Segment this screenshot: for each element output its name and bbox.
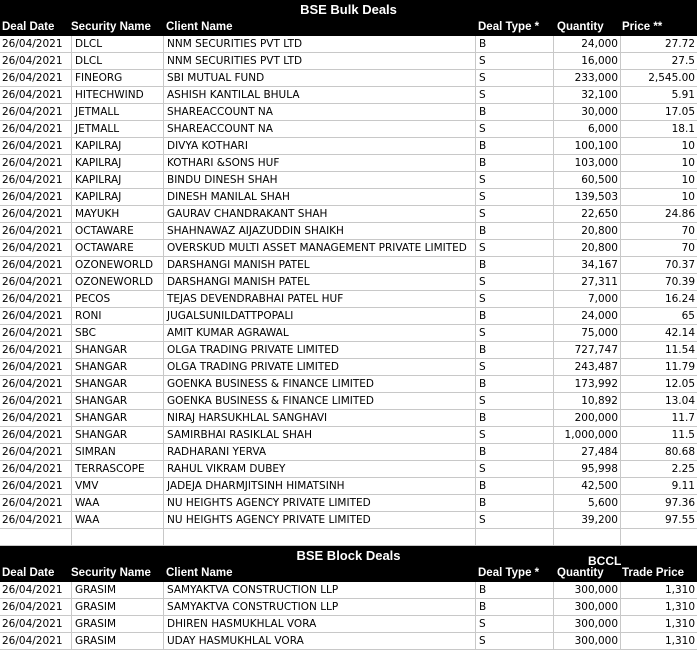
cell-security-name: OCTAWARE (71, 223, 167, 239)
cell-price: 11.7 (620, 410, 695, 426)
cell-quantity: 24,000 (553, 36, 618, 52)
cell-security-name: GRASIM (71, 633, 167, 649)
cell-quantity: 20,800 (553, 240, 618, 256)
cell-quantity: 24,000 (553, 308, 618, 324)
cell-deal-type: S (475, 616, 554, 632)
table-row (0, 257, 697, 274)
cell-deal-date: 26/04/2021 (2, 514, 63, 526)
table-row (0, 70, 697, 87)
cell-quantity: 20,800 (553, 223, 618, 239)
cell-price: 5.91 (620, 87, 695, 103)
cell-quantity: 7,000 (553, 291, 618, 307)
cell-deal-type: B (475, 582, 554, 598)
cell-quantity: 200,000 (553, 410, 618, 426)
cell-price: 16.24 (620, 291, 695, 307)
cell-deal-date: 26/04/2021 (2, 140, 63, 152)
cell-deal-date: 26/04/2021 (2, 123, 63, 135)
header-deal-type: Deal Type * (478, 21, 540, 33)
cell-deal-type: S (475, 461, 554, 477)
cell-deal-type: S (475, 291, 554, 307)
cell-security-name: RONI (71, 308, 167, 324)
bccl-watermark-label: BCCL (588, 554, 622, 568)
cell-deal-date: 26/04/2021 (2, 635, 63, 647)
cell-client-name: DIVYA KOTHARI (163, 138, 478, 154)
cell-deal-date: 26/04/2021 (2, 276, 63, 288)
header-security-name: Security Name (71, 567, 151, 579)
cell-security-name: WAA (71, 512, 167, 528)
table-row (0, 427, 697, 444)
header-quantity: Quantity (557, 567, 604, 579)
table-row (0, 206, 697, 223)
cell-quantity: 34,167 (553, 257, 618, 273)
table-row (0, 325, 697, 342)
cell-deal-date: 26/04/2021 (2, 497, 63, 509)
cell-security-name: SIMRAN (71, 444, 167, 460)
cell-security-name: KAPILRAJ (71, 172, 167, 188)
table-row (0, 291, 697, 308)
cell-price: 70.39 (620, 274, 695, 290)
cell-price: 70.37 (620, 257, 695, 273)
cell-deal-date: 26/04/2021 (2, 412, 63, 424)
cell-deal-type: B (475, 155, 554, 171)
cell-client-name: DINESH MANILAL SHAH (163, 189, 478, 205)
cell-deal-type: B (475, 478, 554, 494)
cell-security-name: SHANGAR (71, 427, 167, 443)
cell-deal-type: B (475, 257, 554, 273)
cell-client-name: DARSHANGI MANISH PATEL (163, 257, 478, 273)
cell-deal-date: 26/04/2021 (2, 225, 63, 237)
cell-deal-type: B (475, 223, 554, 239)
header-deal-date: Deal Date (2, 21, 55, 33)
cell-client-name: NNM SECURITIES PVT LTD (163, 36, 478, 52)
cell-deal-type: S (475, 87, 554, 103)
cell-deal-type: S (475, 189, 554, 205)
cell-quantity: 1,000,000 (553, 427, 618, 443)
cell-client-name: SAMYAKTVA CONSTRUCTION LLP (163, 582, 478, 598)
cell-security-name: SHANGAR (71, 376, 167, 392)
cell-quantity: 139,503 (553, 189, 618, 205)
table-row (0, 599, 697, 616)
table-spacer-row (0, 529, 697, 546)
cell-security-name: DLCL (71, 53, 167, 69)
cell-price: 12.05 (620, 376, 695, 392)
cell-deal-date: 26/04/2021 (2, 344, 63, 356)
cell-deal-type: S (475, 274, 554, 290)
cell-deal-date: 26/04/2021 (2, 429, 63, 441)
header-deal-date: Deal Date (2, 567, 55, 579)
cell-deal-type: S (475, 53, 554, 69)
cell-quantity: 300,000 (553, 599, 618, 615)
table-row (0, 274, 697, 291)
table-row (0, 444, 697, 461)
cell-price: 70 (620, 240, 695, 256)
cell-deal-date: 26/04/2021 (2, 601, 63, 613)
cell-deal-type: S (475, 70, 554, 86)
cell-client-name: GOENKA BUSINESS & FINANCE LIMITED (163, 376, 478, 392)
cell-price: 13.04 (620, 393, 695, 409)
cell-quantity: 27,311 (553, 274, 618, 290)
bulk-deals-title: BSE Bulk Deals (0, 0, 697, 19)
cell-deal-type: B (475, 308, 554, 324)
table-row (0, 461, 697, 478)
cell-security-name: KAPILRAJ (71, 138, 167, 154)
table-row (0, 172, 697, 189)
cell-deal-date: 26/04/2021 (2, 259, 63, 271)
cell-deal-date: 26/04/2021 (2, 89, 63, 101)
table-row (0, 121, 697, 138)
header-quantity: Quantity (557, 21, 604, 33)
cell-deal-date: 26/04/2021 (2, 38, 63, 50)
cell-price: 70 (620, 223, 695, 239)
cell-price: 97.55 (620, 512, 695, 528)
cell-client-name: DARSHANGI MANISH PATEL (163, 274, 478, 290)
cell-deal-type: S (475, 121, 554, 137)
cell-security-name: GRASIM (71, 616, 167, 632)
cell-security-name: DLCL (71, 36, 167, 52)
cell-deal-date: 26/04/2021 (2, 480, 63, 492)
cell-deal-date: 26/04/2021 (2, 174, 63, 186)
table-row (0, 189, 697, 206)
cell-quantity: 60,500 (553, 172, 618, 188)
cell-quantity: 173,992 (553, 376, 618, 392)
cell-security-name: KAPILRAJ (71, 189, 167, 205)
cell-security-name: VMV (71, 478, 167, 494)
cell-deal-type: B (475, 36, 554, 52)
cell-security-name: SHANGAR (71, 359, 167, 375)
cell-client-name: GOENKA BUSINESS & FINANCE LIMITED (163, 393, 478, 409)
cell-quantity: 39,200 (553, 512, 618, 528)
cell-price: 97.36 (620, 495, 695, 511)
cell-price: 10 (620, 155, 695, 171)
cell-deal-type: S (475, 206, 554, 222)
cell-deal-date: 26/04/2021 (2, 463, 63, 475)
cell-client-name: RADHARANI YERVA (163, 444, 478, 460)
cell-quantity: 243,487 (553, 359, 618, 375)
cell-deal-date: 26/04/2021 (2, 157, 63, 169)
cell-deal-type: B (475, 342, 554, 358)
cell-deal-type: S (475, 240, 554, 256)
cell-quantity: 27,484 (553, 444, 618, 460)
cell-security-name: MAYUKH (71, 206, 167, 222)
cell-price: 27.72 (620, 36, 695, 52)
table-row (0, 410, 697, 427)
cell-quantity: 300,000 (553, 582, 618, 598)
cell-security-name: HITECHWIND (71, 87, 167, 103)
cell-deal-date: 26/04/2021 (2, 293, 63, 305)
cell-security-name: OCTAWARE (71, 240, 167, 256)
cell-price: 2,545.00 (620, 70, 695, 86)
cell-deal-date: 26/04/2021 (2, 310, 63, 322)
table-row (0, 633, 697, 650)
cell-deal-type: S (475, 325, 554, 341)
cell-quantity: 22,650 (553, 206, 618, 222)
cell-client-name: UDAY HASMUKHLAL VORA (163, 633, 478, 649)
cell-deal-type: S (475, 172, 554, 188)
cell-security-name: SHANGAR (71, 342, 167, 358)
header-price: Price ** (622, 21, 663, 33)
cell-quantity: 5,600 (553, 495, 618, 511)
table-row (0, 308, 697, 325)
cell-quantity: 10,892 (553, 393, 618, 409)
cell-client-name: NU HEIGHTS AGENCY PRIVATE LIMITED (163, 512, 478, 528)
cell-security-name: SBC (71, 325, 167, 341)
cell-security-name: SHANGAR (71, 410, 167, 426)
cell-client-name: RAHUL VIKRAM DUBEY (163, 461, 478, 477)
cell-deal-type: B (475, 599, 554, 615)
cell-price: 11.5 (620, 427, 695, 443)
cell-price: 1,310 (620, 582, 695, 598)
cell-quantity: 95,998 (553, 461, 618, 477)
cell-deal-date: 26/04/2021 (2, 395, 63, 407)
cell-client-name: SAMYAKTVA CONSTRUCTION LLP (163, 599, 478, 615)
table-row (0, 342, 697, 359)
bulk-deals-header-row (0, 19, 697, 36)
cell-deal-date: 26/04/2021 (2, 106, 63, 118)
cell-client-name: JADEJA DHARMJITSINH HIMATSINH (163, 478, 478, 494)
cell-deal-type: B (475, 495, 554, 511)
cell-quantity: 300,000 (553, 633, 618, 649)
cell-price: 18.1 (620, 121, 695, 137)
header-trade-price: Trade Price (622, 567, 685, 579)
cell-security-name: OZONEWORLD (71, 274, 167, 290)
cell-price: 27.5 (620, 53, 695, 69)
cell-price: 2.25 (620, 461, 695, 477)
table-row (0, 53, 697, 70)
block-deals-table-body (0, 582, 697, 650)
table-row (0, 616, 697, 633)
cell-deal-date: 26/04/2021 (2, 72, 63, 84)
cell-price: 10 (620, 172, 695, 188)
cell-deal-type: S (475, 393, 554, 409)
cell-quantity: 32,100 (553, 87, 618, 103)
cell-security-name: GRASIM (71, 599, 167, 615)
cell-client-name: TEJAS DEVENDRABHAI PATEL HUF (163, 291, 478, 307)
cell-security-name: TERRASCOPE (71, 461, 167, 477)
cell-quantity: 103,000 (553, 155, 618, 171)
cell-client-name: NNM SECURITIES PVT LTD (163, 53, 478, 69)
cell-client-name: SHAREACCOUNT NA (163, 104, 478, 120)
cell-deal-date: 26/04/2021 (2, 55, 63, 67)
cell-price: 24.86 (620, 206, 695, 222)
header-client-name: Client Name (166, 567, 233, 579)
cell-price: 11.79 (620, 359, 695, 375)
cell-deal-type: B (475, 138, 554, 154)
cell-deal-date: 26/04/2021 (2, 618, 63, 630)
cell-deal-type: S (475, 633, 554, 649)
cell-client-name: DHIREN HASMUKHLAL VORA (163, 616, 478, 632)
cell-quantity: 233,000 (553, 70, 618, 86)
cell-client-name: JUGALSUNILDATTPOPALI (163, 308, 478, 324)
cell-deal-type: B (475, 104, 554, 120)
table-row (0, 223, 697, 240)
table-row (0, 155, 697, 172)
cell-price: 1,310 (620, 599, 695, 615)
cell-security-name: GRASIM (71, 582, 167, 598)
table-row (0, 582, 697, 599)
cell-deal-type: S (475, 512, 554, 528)
cell-quantity: 300,000 (553, 616, 618, 632)
cell-quantity: 42,500 (553, 478, 618, 494)
cell-deal-date: 26/04/2021 (2, 242, 63, 254)
cell-client-name: BINDU DINESH SHAH (163, 172, 478, 188)
cell-quantity: 30,000 (553, 104, 618, 120)
table-row (0, 478, 697, 495)
table-row (0, 87, 697, 104)
cell-quantity: 16,000 (553, 53, 618, 69)
cell-deal-type: S (475, 359, 554, 375)
table-row (0, 512, 697, 529)
cell-price: 65 (620, 308, 695, 324)
cell-client-name: NIRAJ HARSUKHLAL SANGHAVI (163, 410, 478, 426)
cell-deal-date: 26/04/2021 (2, 361, 63, 373)
table-row (0, 393, 697, 410)
cell-price: 1,310 (620, 633, 695, 649)
cell-price: 11.54 (620, 342, 695, 358)
cell-client-name: KOTHARI &SONS HUF (163, 155, 478, 171)
cell-price: 1,310 (620, 616, 695, 632)
header-deal-type: Deal Type * (478, 567, 540, 579)
cell-deal-type: B (475, 444, 554, 460)
cell-price: 10 (620, 138, 695, 154)
table-row (0, 376, 697, 393)
cell-quantity: 727,747 (553, 342, 618, 358)
cell-deal-date: 26/04/2021 (2, 584, 63, 596)
cell-client-name: OVERSKUD MULTI ASSET MANAGEMENT PRIVATE LIMITED (163, 240, 478, 256)
table-row (0, 36, 697, 53)
cell-price: 80.68 (620, 444, 695, 460)
cell-quantity: 75,000 (553, 325, 618, 341)
header-security-name: Security Name (71, 21, 151, 33)
cell-deal-type: B (475, 410, 554, 426)
table-row (0, 359, 697, 376)
cell-client-name: AMIT KUMAR AGRAWAL (163, 325, 478, 341)
cell-client-name: SBI MUTUAL FUND (163, 70, 478, 86)
cell-quantity: 6,000 (553, 121, 618, 137)
cell-security-name: KAPILRAJ (71, 155, 167, 171)
cell-client-name: SHAREACCOUNT NA (163, 121, 478, 137)
cell-client-name: OLGA TRADING PRIVATE LIMITED (163, 359, 478, 375)
cell-deal-type: B (475, 376, 554, 392)
cell-deal-date: 26/04/2021 (2, 327, 63, 339)
cell-client-name: SAMIRBHAI RASIKLAL SHAH (163, 427, 478, 443)
table-row (0, 240, 697, 257)
bulk-deals-table-body (0, 36, 697, 529)
cell-client-name: OLGA TRADING PRIVATE LIMITED (163, 342, 478, 358)
cell-client-name: GAURAV CHANDRAKANT SHAH (163, 206, 478, 222)
cell-price: 9.11 (620, 478, 695, 494)
cell-security-name: JETMALL (71, 104, 167, 120)
cell-deal-date: 26/04/2021 (2, 191, 63, 203)
cell-deal-type: S (475, 427, 554, 443)
cell-price: 17.05 (620, 104, 695, 120)
cell-quantity: 100,100 (553, 138, 618, 154)
table-row (0, 138, 697, 155)
cell-security-name: FINEORG (71, 70, 167, 86)
cell-deal-date: 26/04/2021 (2, 378, 63, 390)
cell-security-name: WAA (71, 495, 167, 511)
header-client-name: Client Name (166, 21, 233, 33)
cell-client-name: SHAHNAWAZ AIJAZUDDIN SHAIKH (163, 223, 478, 239)
cell-client-name: NU HEIGHTS AGENCY PRIVATE LIMITED (163, 495, 478, 511)
table-row (0, 495, 697, 512)
cell-deal-date: 26/04/2021 (2, 208, 63, 220)
cell-security-name: PECOS (71, 291, 167, 307)
table-row (0, 104, 697, 121)
cell-price: 42.14 (620, 325, 695, 341)
cell-security-name: OZONEWORLD (71, 257, 167, 273)
block-deals-title: BSE Block Deals (0, 546, 697, 565)
cell-client-name: ASHISH KANTILAL BHULA (163, 87, 478, 103)
cell-security-name: JETMALL (71, 121, 167, 137)
cell-security-name: SHANGAR (71, 393, 167, 409)
cell-deal-date: 26/04/2021 (2, 446, 63, 458)
cell-price: 10 (620, 189, 695, 205)
